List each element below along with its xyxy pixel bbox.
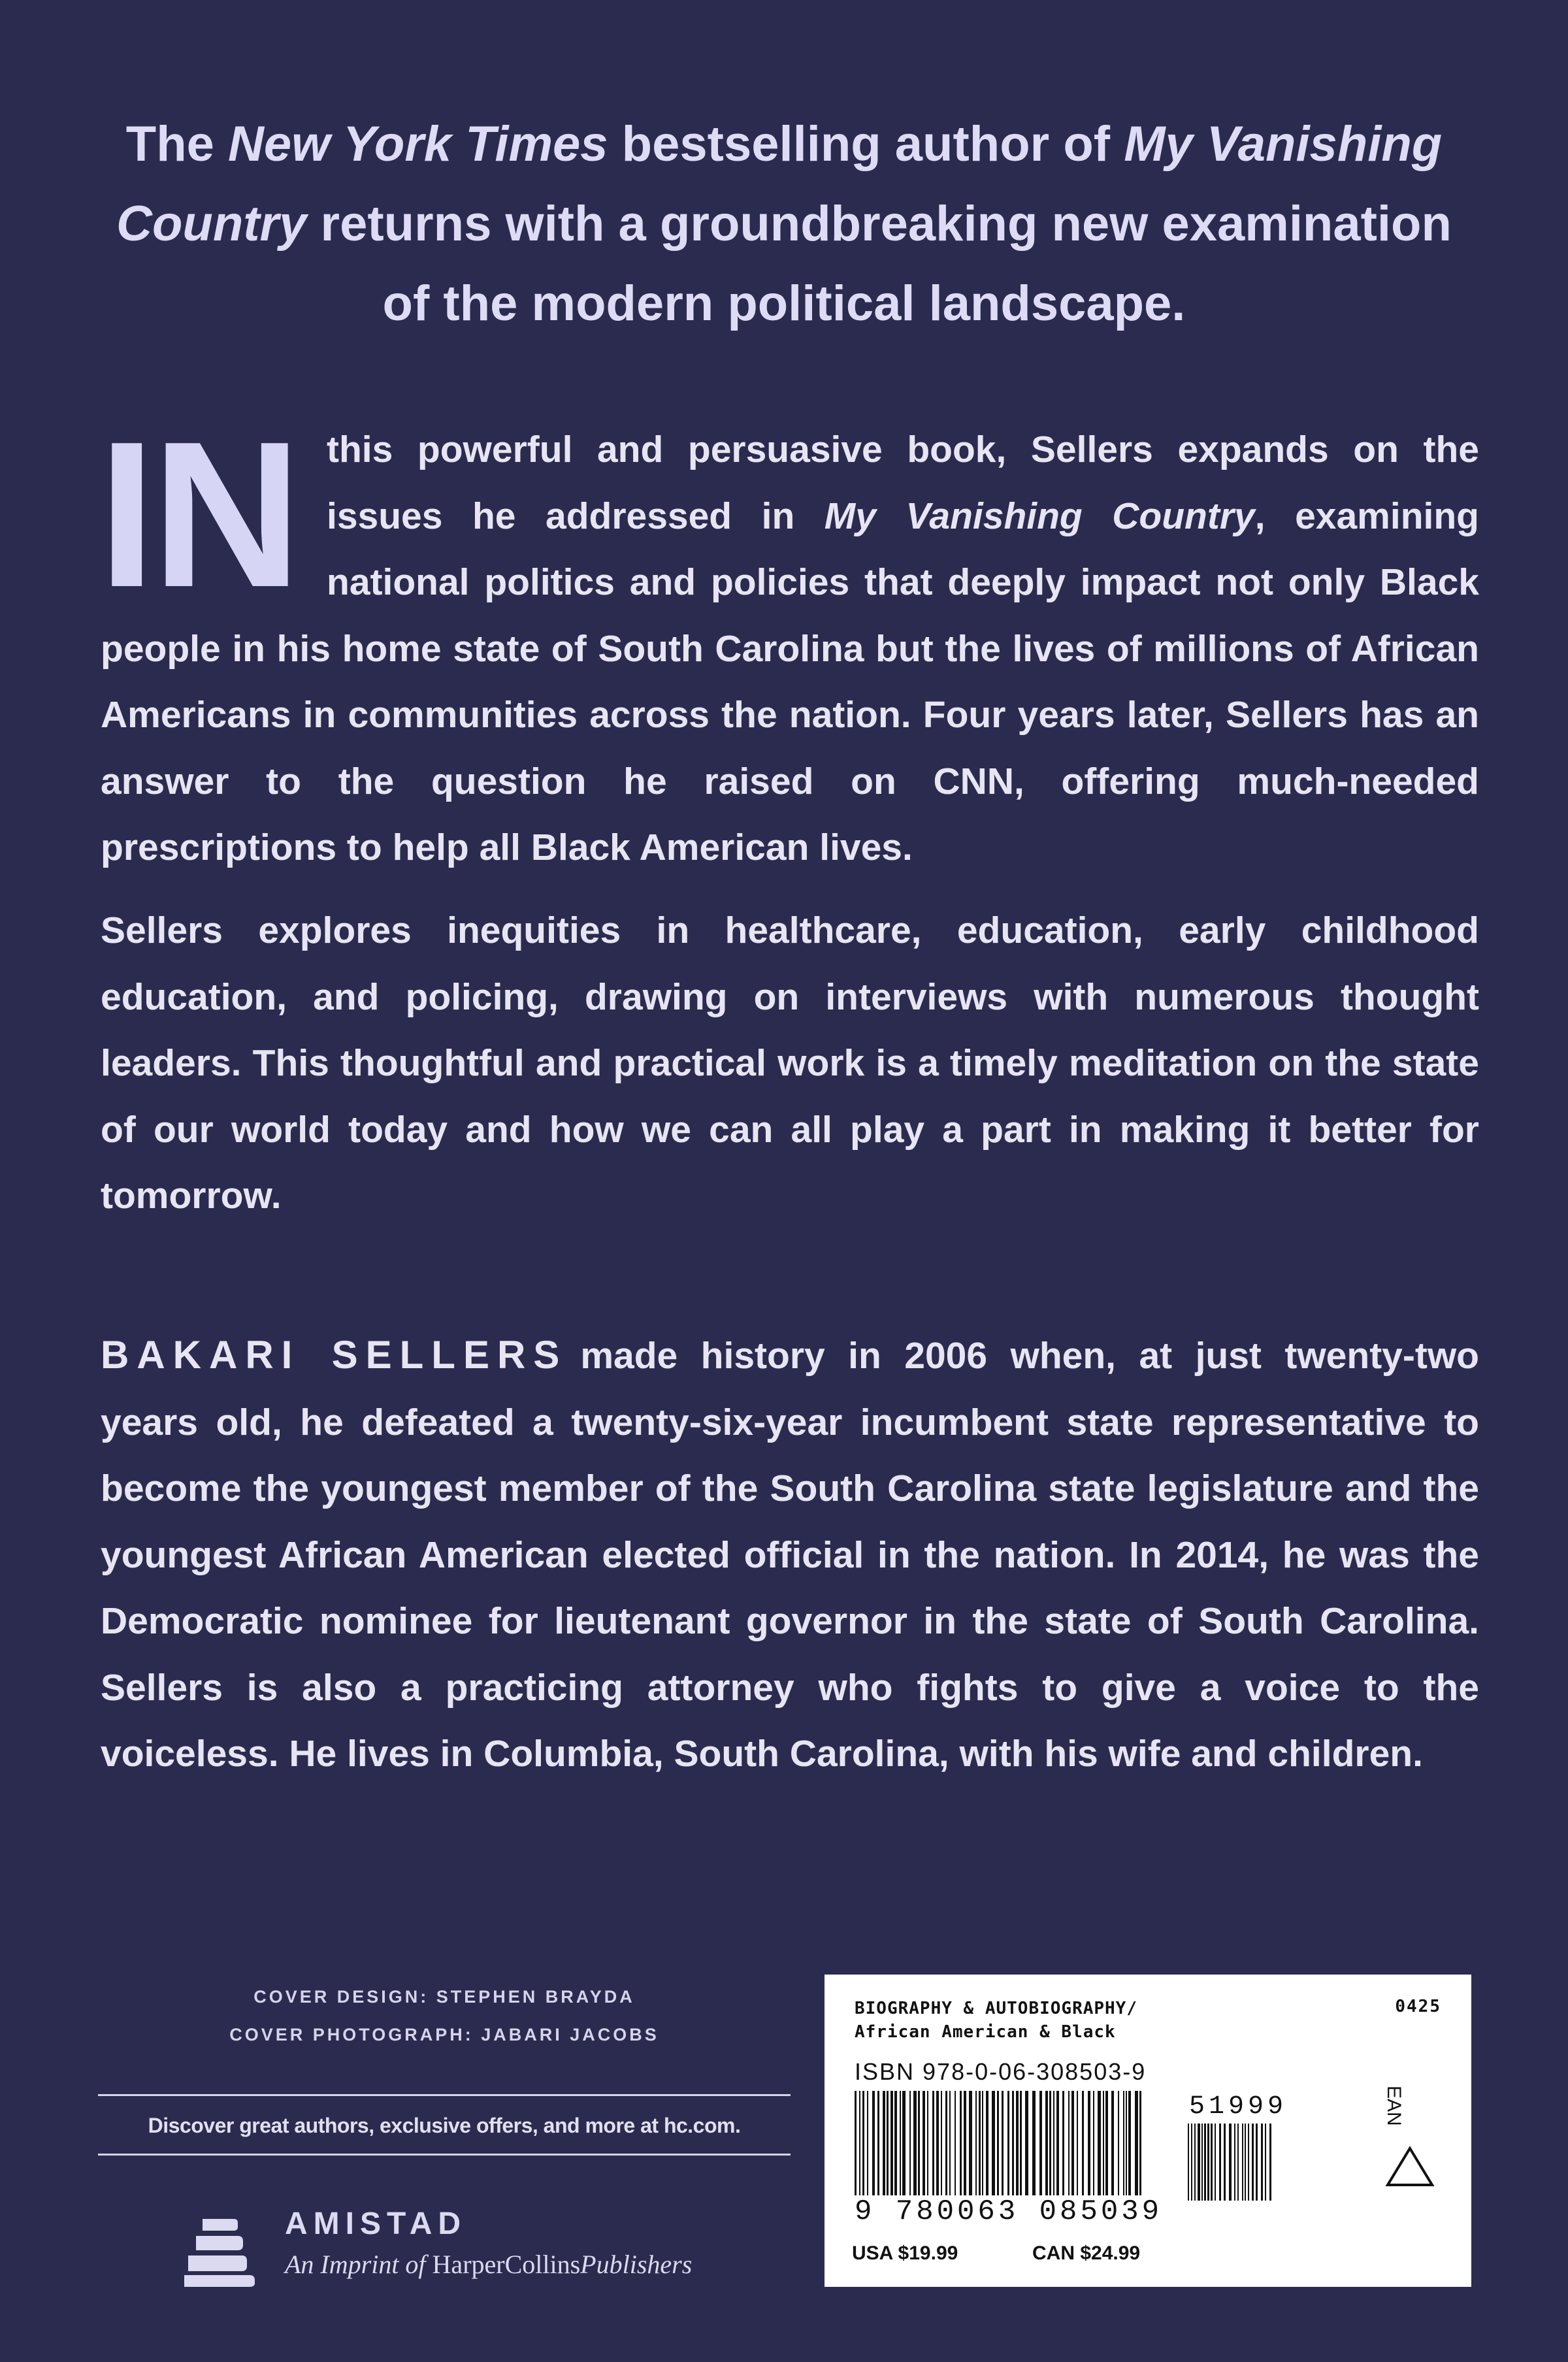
- triangle-icon: [1384, 2144, 1436, 2190]
- amistad-logo-icon: [183, 2210, 261, 2288]
- publisher-imprint: [285, 2249, 692, 2280]
- divider-top: [98, 2094, 791, 2096]
- cover-design-credit: COVER DESIGN: STEPHEN BRAYDA: [253, 1987, 635, 2007]
- tagline-newspaper: New York Times: [228, 116, 608, 172]
- description-text-1a: this powerful and persuasive book, Sellers expands on the issues he addressed in: [327, 429, 1479, 537]
- imprint-suffix: Publishers: [580, 2250, 693, 2279]
- price-can: CAN $24.99: [1032, 2242, 1141, 2264]
- barcode-panel: [825, 1975, 1471, 2287]
- price-usa: USA $19.99: [852, 2242, 958, 2264]
- category-line-2: African American & Black: [855, 2022, 1116, 2042]
- description-paragraph-1: [98, 399, 1479, 881]
- description-text-1b: , examining national politics and policies that deeply impact not only Black people in his home state of South Carolina but the lives of millions of African Americans in communities across the nation. Four years later, Sellers has an answer to the question he raised on CNN, offering much-needed prescriptions to help all Black American lives.: [101, 495, 1479, 868]
- barcode-code: 0425: [1395, 1997, 1441, 2016]
- category-line-1: BIOGRAPHY & AUTOBIOGRAPHY/: [855, 1999, 1137, 2018]
- tagline-text-1: The: [125, 116, 229, 172]
- publisher-name: AMISTAD: [285, 2206, 467, 2241]
- barcode-number: 9 780063 085039: [855, 2195, 1163, 2228]
- barcode-addon-number: 51999: [1189, 2092, 1288, 2122]
- dropcap: IN: [98, 399, 298, 631]
- author-name: BAKARI SELLERS: [101, 1333, 568, 1377]
- cover-photo-credit: COVER PHOTOGRAPH: JABARI JACOBS: [229, 2025, 659, 2044]
- imprint-prefix: An Imprint of: [285, 2250, 426, 2279]
- imprint-name: HarperCollins: [432, 2250, 581, 2279]
- ean-label: EAN: [1383, 2086, 1405, 2126]
- description-book-title: My Vanishing Country: [824, 495, 1255, 537]
- discover-link[interactable]: Discover great authors, exclusive offers, and more at hc.com.: [148, 2114, 741, 2137]
- tagline-text-2: bestselling author of: [608, 116, 1124, 172]
- tagline: [98, 105, 1470, 344]
- tagline-previous-book: My Vanishing Country: [116, 116, 1443, 252]
- barcode-category: [855, 1997, 1137, 2044]
- author-bio: [101, 1322, 1479, 1788]
- author-bio-text: made history in 2006 when, at just twenty-two years old, he defeated a twenty-six-year incumbent state representative to become the youngest member of the South Carolina state legislature and the youngest African American elected official in the nation. In 2014, he was the Democratic nominee for lieutenant governor in the state of South Carolina. Sellers is also a practicing attorney who fights to give a voice to the voiceless. He lives in Columbia, South Carolina, with his wife and children.: [101, 1335, 1479, 1775]
- description-paragraph-2: Sellers explores inequities in healthcare, education, early childhood education, and policing, drawing on interviews with numerous thought leaders. This thoughtful and practical work is a timely meditation on the state of our world today and how we can all play a part in making it better for tomorrow.: [101, 910, 1479, 1217]
- divider-bottom: [98, 2154, 791, 2156]
- tagline-text-3: returns with a groundbreaking new examination of the modern political landscape.: [306, 196, 1452, 331]
- isbn-text: ISBN 978-0-06-308503-9: [855, 2058, 1147, 2085]
